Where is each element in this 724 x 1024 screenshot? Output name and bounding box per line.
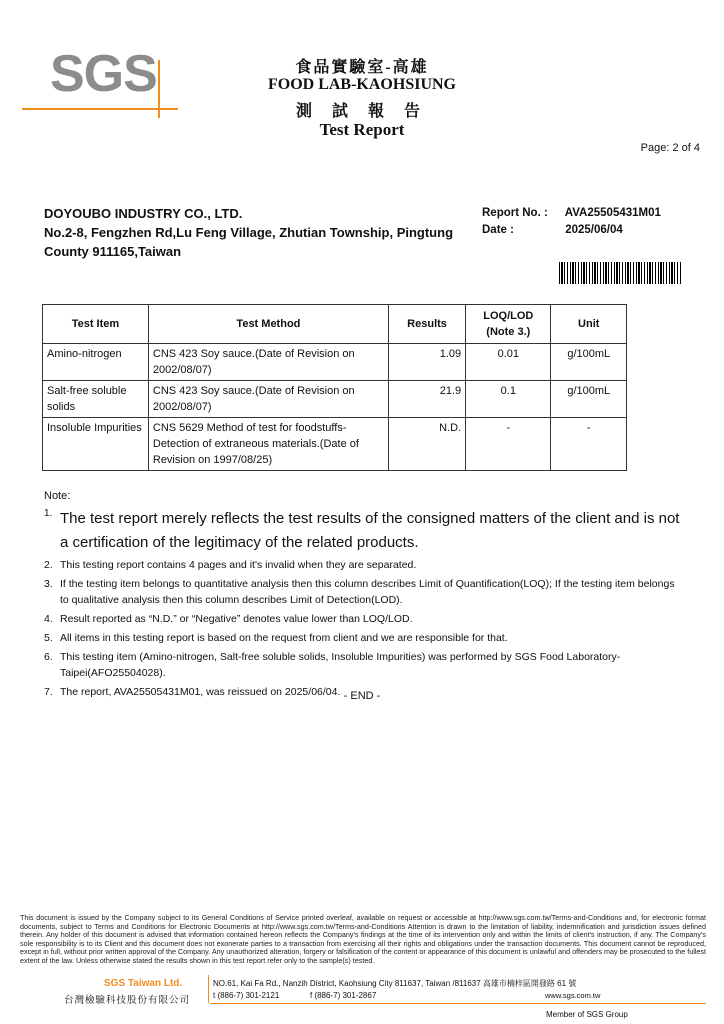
cell-loq: 0.01 [466,344,551,381]
note-text: This testing report contains 4 pages and it's invalid when they are separated. [60,559,417,571]
cell-method: CNS 423 Soy sauce.(Date of Revision on 2002/08/07) [148,381,388,418]
cell-method: CNS 423 Soy sauce.(Date of Revision on 2002/08/07) [148,344,388,381]
page-number: Page: 2 of 4 [640,142,700,154]
cell-result: 21.9 [388,381,465,418]
results-table [42,304,627,471]
note-text: Result reported as “N.D.” or “Negative” denotes value lower than LOQ/LOD. [60,613,413,625]
cell-result: 1.09 [388,344,465,381]
note-text: This testing item (Amino-nitrogen, Salt-free soluble solids, Insoluble Impurities) was performed by SGS Food Laboratory-Taipei(AFO25504028). [60,651,621,679]
note-item [44,611,684,627]
note-text: The report, AVA25505431M01, was reissued on 2025/06/04. [60,686,341,698]
note-text: If the testing item belongs to quantitative analysis then this column describes Limit of Quantification(LOQ); If the testing item belongs to qualitative analysis then this column describes Limit of Detection(LOD). [60,578,675,606]
footer-divider [208,975,209,1003]
footer-company-zh: 台灣檢驗科技股份有限公司 [64,995,191,1006]
report-number-row [482,207,661,219]
header-loq-line1: LOQ/LOD [483,310,534,322]
notes-title: Note: [44,490,71,502]
sgs-logo: SGS [50,45,157,103]
cell-item: Insoluble Impurities [43,418,149,471]
note-number: 3. [44,578,53,590]
table-row [43,381,627,418]
header-results: Results [388,305,465,344]
header-loq-lod [466,305,551,344]
client-address-line2: County 911165,Taiwan [44,244,182,259]
report-date-row [482,224,623,236]
table-header-row [43,305,627,344]
cell-item: Salt-free soluble solids [43,381,149,418]
header-test-item: Test Item [43,305,149,344]
note-item [44,507,684,555]
notes-list [44,507,684,703]
note-number: 1. [44,508,53,519]
cell-method: CNS 5629 Method of test for foodstuffs-Detection of extraneous materials.(Date of Revision on 1997/08/25) [148,418,388,471]
footer-address: NO.61, Kai Fa Rd., Nanzih District, Kaohsiung City 811637, Taiwan /811637 高雄市楠梓區開發路 61 號 [213,979,577,988]
client-address-line1: No.2-8, Fengzhen Rd,Lu Feng Village, Zhutian Township, Pingtung [44,225,454,240]
note-item [44,557,684,573]
note-item [44,630,684,646]
report-title-zh: 測 試 報 告 [295,103,428,120]
cell-result: N.D. [388,418,465,471]
cell-loq: - [466,418,551,471]
footer-website: www.sgs.com.tw [545,991,601,1000]
cell-unit: g/100mL [551,344,627,381]
footer-rule [210,1003,706,1004]
lab-name-zh: 食品實驗室-高雄 [295,59,429,76]
table-row [43,344,627,381]
report-date-value: 2025/06/04 [565,224,623,236]
note-number: 5. [44,632,53,644]
note-text: All items in this testing report is based on the request from client and we are responsible for that. [60,632,508,644]
report-date-label: Date : [482,224,514,236]
header-unit: Unit [551,305,627,344]
client-name: DOYOUBO INDUSTRY CO., LTD. [44,206,243,221]
report-number-label: Report No. : [482,207,548,219]
disclaimer-text: This document is issued by the Company subject to its General Conditions of Service printed overleaf, available on request or accessible at http://www.sgs.com.tw/Terms-and-Conditions and, for electronic format documents, subject to Terms and Conditions for Electronic Documents at http://www.sgs.com.tw/Terms-and-Conditions Attention is drawn to the limitation of liability, indemnification and jurisdiction issues defined therein. Any holder of this document is advised that information contained hereon reflects the Company's findings at the time of its intervention only and within the limits of client's instruction, if any. The Company's sole responsibility is to its Client and this document does not exonerate parties to a transaction from exercising all their rights and obligations under the transaction documents. This document cannot be reproduced, except in full, without prior written approval of the Company. Any unauthorized alteration, forgery or falsification of the content or appearance of this document is unlawful and offenders may be prosecuted to the fullest extent of the law. Unless otherwise stated the results shown in this test report refer only to the sample(s) tested. [20,913,706,965]
report-number-value: AVA25505431M01 [564,207,661,219]
cell-unit: - [551,418,627,471]
footer-member: Member of SGS Group [546,1010,628,1019]
footer-telephone: t (886-7) 301-2121 [213,991,280,1000]
end-marker: - END - [343,690,381,702]
table-row [43,418,627,471]
report-title-en: Test Report [319,120,405,139]
footer-company-en: SGS Taiwan Ltd. [104,978,183,989]
cell-item: Amino-nitrogen [43,344,149,381]
note-number: 2. [44,559,53,571]
lab-name-en: FOOD LAB-KAOHSIUNG [267,76,456,93]
footer-fax: f (886-7) 301-2867 [310,991,377,1000]
client-block [44,204,464,261]
note-number: 4. [44,613,53,625]
header-loq-line2: (Note 3.) [486,326,531,338]
note-number: 6. [44,651,53,663]
note-item [44,576,684,608]
note-item [44,649,684,681]
barcode [559,262,681,284]
header-test-method: Test Method [148,305,388,344]
cell-unit: g/100mL [551,381,627,418]
note-text: The test report merely reflects the test results of the consigned matters of the client and is not a certification of the legitimacy of the related products. [60,510,680,551]
cell-loq: 0.1 [466,381,551,418]
note-number: 7. [44,686,53,698]
